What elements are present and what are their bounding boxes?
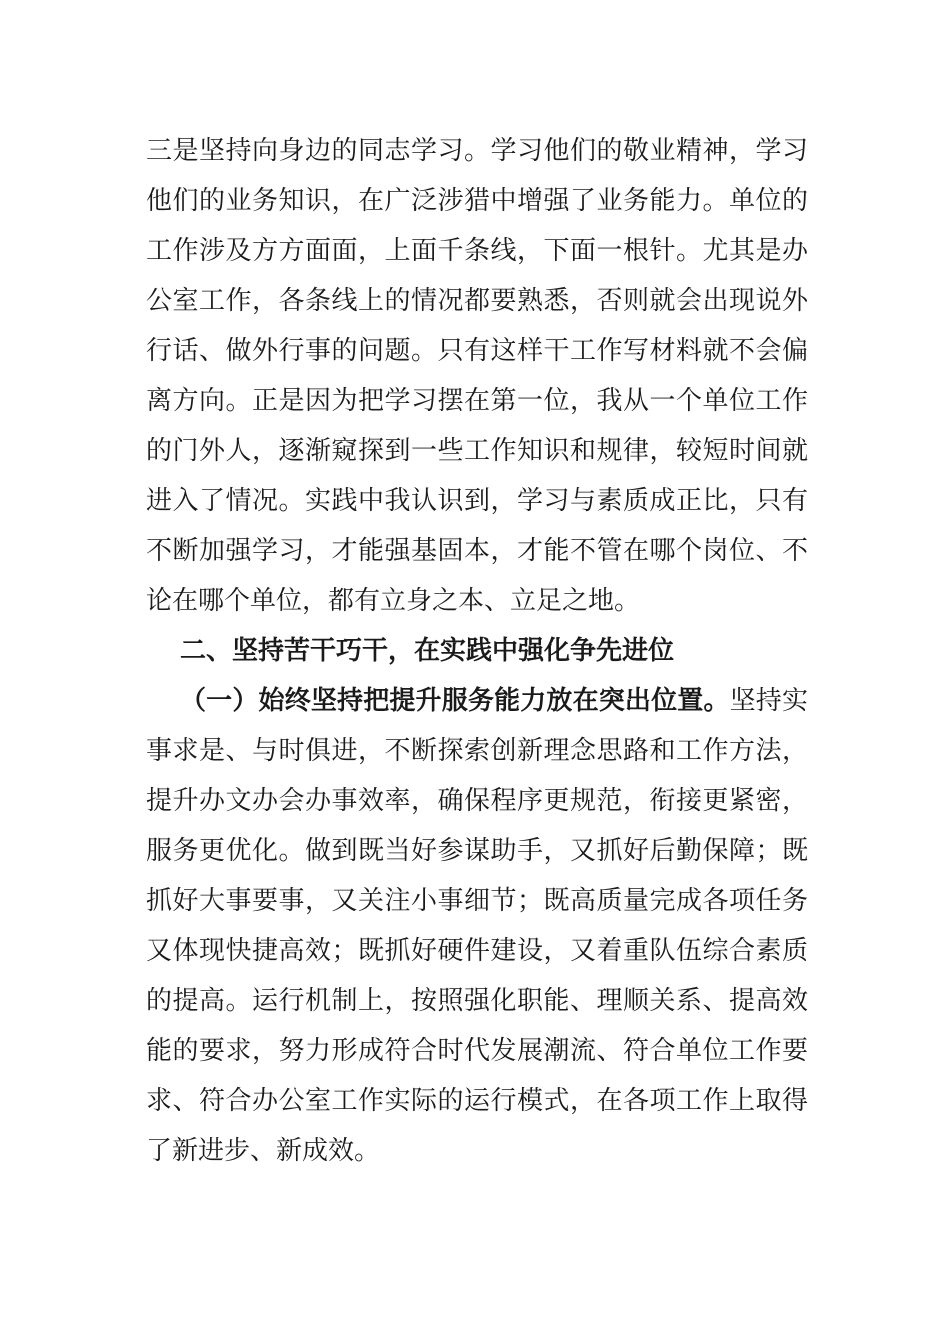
text-line: 抓好大事要事，又关注小事细节；既高质量完成各项任务 [146,886,808,916]
text-line: 离方向。正是因为把学习摆在第一位，我从一个单位工作 [146,386,808,416]
text-line: 的门外人，逐渐窥探到一些工作知识和规律，较短时间就 [146,436,808,466]
text-line: 的提高。运行机制上，按照强化职能、理顺关系、提高效 [146,986,808,1016]
text-line: 公室工作，各条线上的情况都要熟悉，否则就会出现说外 [146,286,808,316]
text-line: 事求是、与时俱进，不断探索创新理念思路和工作方法， [146,736,808,766]
text-line-first [180,681,808,721]
text-line: 论在哪个单位，都有立身之本、立足之地。 [146,586,641,616]
text-line: 工作涉及方方面面，上面千条线，下面一根针。尤其是办 [146,236,808,266]
text-line: 服务更优化。做到既当好参谋助手，又抓好后勤保障；既 [146,836,808,866]
text-line: 了新进步、新成效。 [146,1136,381,1166]
section-heading: 二、坚持苦干巧干，在实践中强化争先进位 [180,636,675,666]
text-line: 提升办文办会办事效率，确保程序更规范，衔接更紧密， [146,786,808,816]
text-line-continuation: 坚持实 [729,686,808,716]
text-line: 不断加强学习，才能强基固本，才能不管在哪个岗位、不 [146,536,808,566]
text-line: 求、符合办公室工作实际的运行模式，在各项工作上取得 [146,1086,808,1116]
text-line: 他们的业务知识，在广泛涉猎中增强了业务能力。单位的 [146,186,808,216]
text-line: 行话、做外行事的问题。只有这样干工作写材料就不会偏 [146,336,808,366]
text-line: 又体现快捷高效；既抓好硬件建设，又着重队伍综合素质 [146,936,808,966]
subheading-lead: （一）始终坚持把提升服务能力放在突出位置。 [180,686,730,716]
text-line: 能的要求，努力形成符合时代发展潮流、符合单位工作要 [146,1036,808,1066]
text-line: 进入了情况。实践中我认识到，学习与素质成正比，只有 [146,486,808,516]
text-line: 三是坚持向身边的同志学习。学习他们的敬业精神，学习 [146,136,808,166]
